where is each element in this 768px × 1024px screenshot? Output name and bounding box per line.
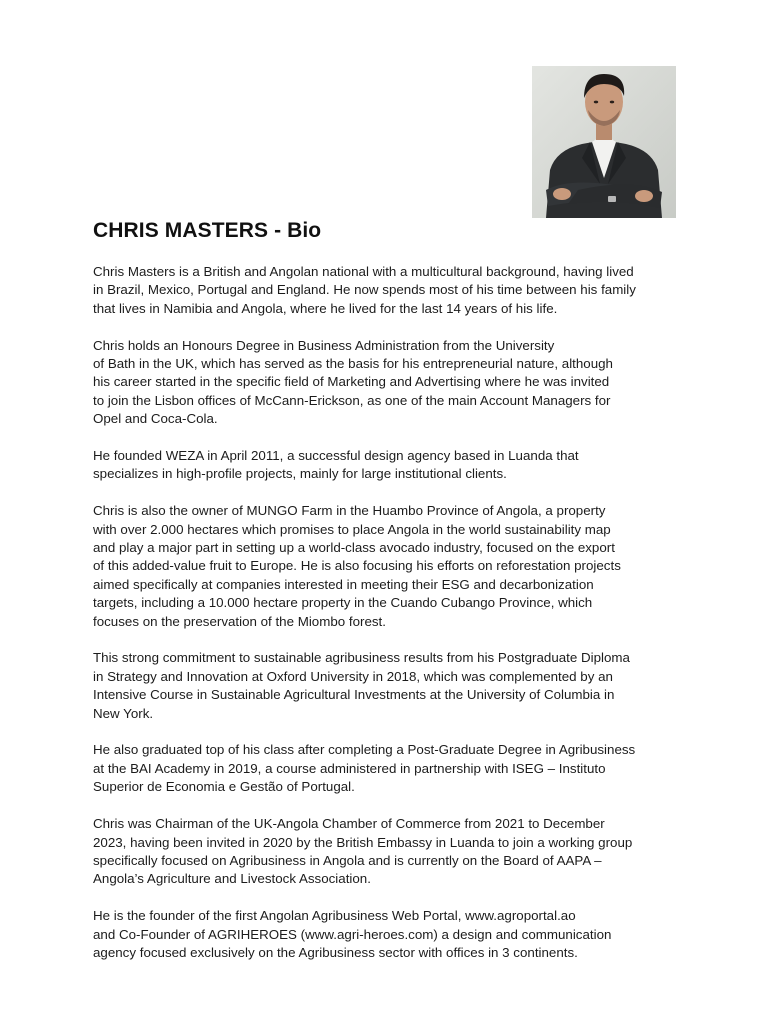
bio-paragraph-chamber	[93, 815, 693, 889]
text-line: Chris Masters is a British and Angolan national with a multicultural background, having lived	[93, 264, 634, 279]
text-line: 2023, having been invited in 2020 by the British Embassy in Luanda to join a working group	[93, 834, 633, 850]
text-line: Intensive Course in Sustainable Agricultural Investments at the University of Columbia in	[93, 687, 615, 703]
text-line: in Brazil, Mexico, Portugal and England. He now spends most of his time between his family	[93, 282, 636, 298]
text-line: Opel and Coca-Cola.	[93, 411, 218, 427]
text-line: specializes in high-profile projects, mainly for large institutional clients.	[93, 466, 507, 482]
bio-paragraph-background	[93, 263, 693, 318]
bio-paragraph-education	[93, 337, 693, 429]
text-line: and play a major part in setting up a world-class avocado industry, focused on the export	[93, 540, 615, 556]
text-line: specifically focused on Agribusiness in Angola and is currently on the Board of AAPA –	[93, 852, 602, 868]
text-line: to join the Lisbon offices of McCann-Erickson, as one of the main Account Managers for	[93, 392, 611, 408]
text-line: This strong commitment to sustainable agribusiness results from his Postgraduate Diploma	[93, 650, 630, 666]
text-line: He founded WEZA in April 2011, a successful design agency based in Luanda that	[93, 448, 579, 464]
text-line: with over 2.000 hectares which promises to place Angola in the world sustainability map	[93, 521, 611, 537]
text-line: Superior de Economia e Gestão of Portugal.	[93, 779, 355, 795]
text-line: Chris holds an Honours Degree in Business Administration from the University	[93, 337, 555, 353]
portrait-photo	[532, 66, 676, 218]
text-line: New York.	[93, 705, 154, 721]
bio-paragraph-mungo-farm	[93, 502, 693, 631]
text-line: He also graduated top of his class after completing a Post-Graduate Degree in Agribusiness	[93, 742, 636, 758]
bio-paragraph-bai-academy	[93, 741, 693, 796]
page-title: CHRIS MASTERS - Bio	[93, 219, 322, 242]
text-line: and Co-Founder of AGRIHEROES (www.agri-heroes.com) a design and communication	[93, 926, 612, 942]
text-line: of Bath in the UK, which has served as the basis for his entrepreneurial nature, although	[93, 356, 613, 372]
text-line: at the BAI Academy in 2019, a course administered in partnership with ISEG – Instituto	[93, 760, 606, 776]
bio-body	[93, 263, 693, 981]
text-line: targets, including a 10.000 hectare property in the Cuando Cubango Province, which	[93, 595, 593, 611]
text-line: that lives in Namibia and Angola, where he lived for the last 14 years of his life.	[93, 300, 558, 316]
text-line: of this added-value fruit to Europe. He is also focusing his efforts on reforestation projects	[93, 558, 621, 574]
text-line: aimed specifically at companies interested in meeting their ESG and decarbonization	[93, 576, 594, 592]
text-line: in Strategy and Innovation at Oxford University in 2018, which was complemented by an	[93, 668, 613, 684]
portrait-illustration	[532, 66, 676, 218]
bio-paragraph-oxford	[93, 649, 693, 723]
bio-paragraph-founder	[93, 907, 693, 962]
text-line: focuses on the preservation of the Miombo forest.	[93, 613, 386, 629]
text-line: Chris is also the owner of MUNGO Farm in the Huambo Province of Angola, a property	[93, 503, 606, 519]
bio-paragraph-weza	[93, 447, 693, 484]
text-line: Chris was Chairman of the UK-Angola Chamber of Commerce from 2021 to December	[93, 816, 605, 832]
text-line: his career started in the specific field of Marketing and Advertising where he was invited	[93, 374, 610, 390]
text-line: agency focused exclusively on the Agribusiness sector with offices in 3 continents.	[93, 944, 578, 960]
text-line: He is the founder of the first Angolan Agribusiness Web Portal, www.agroportal.ao	[93, 908, 576, 924]
text-line: Angola’s Agriculture and Livestock Association.	[93, 871, 371, 887]
